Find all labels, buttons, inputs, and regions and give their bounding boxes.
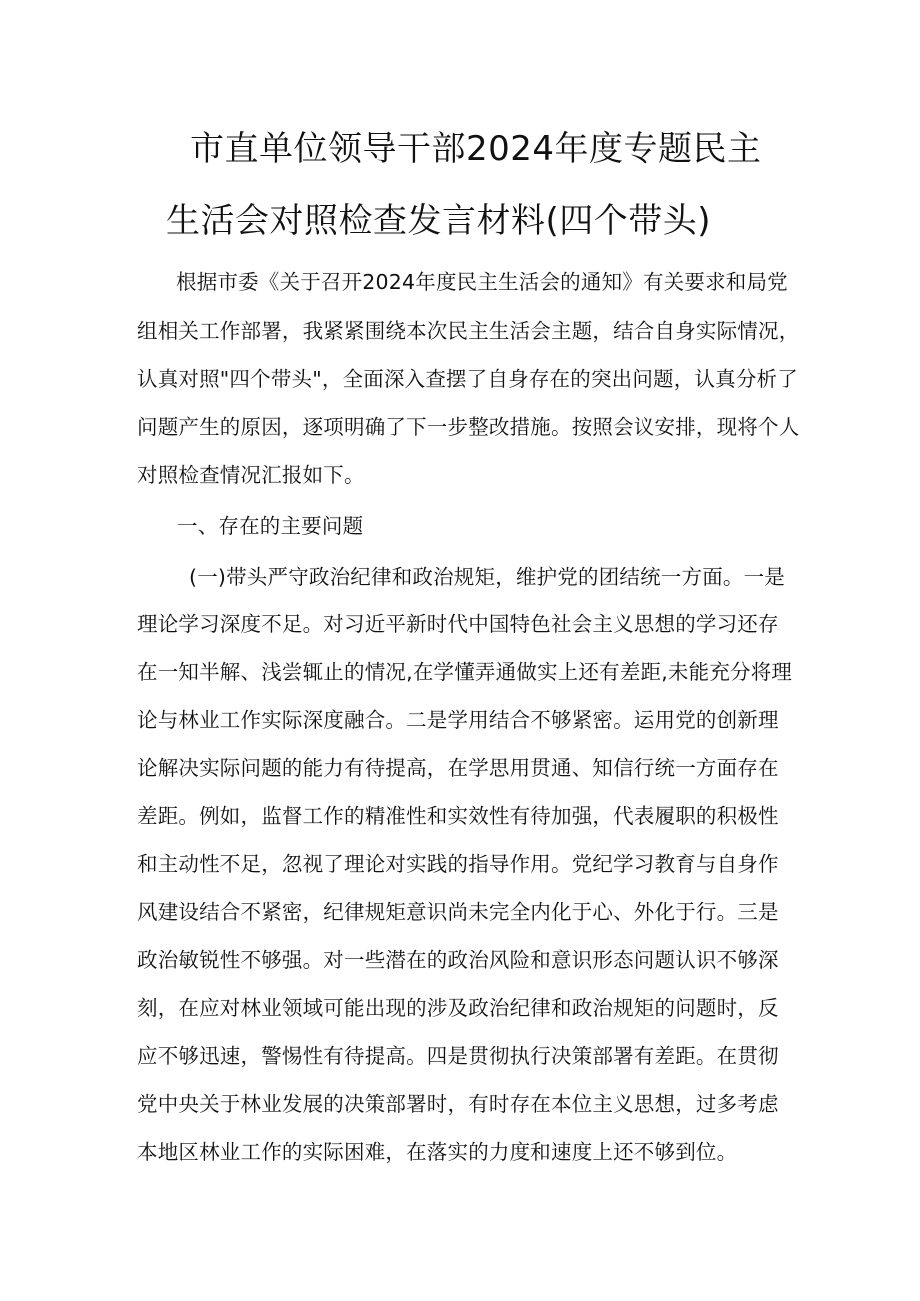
section-paragraph-line: (一)带头严守政治纪律和政治规矩，维护党的团结统一方面。一是: [189, 565, 785, 589]
section-paragraph-line: 论解决实际问题的能力有待提高，在学思用贯通、知信行统一方面存在: [137, 756, 779, 780]
section-paragraph-line: 党中央关于林业发展的决策部署时，有时存在本位主义思想，过多考虑: [137, 1092, 779, 1116]
section-paragraph-line: 刻，在应对林业领域可能出现的涉及政治纪律和政治规矩的问题时，反: [137, 996, 779, 1020]
section-paragraph-line: 应不够迅速，警惕性有待提高。四是贯彻执行决策部署有差距。在贯彻: [137, 1044, 779, 1068]
document-title-line-1: 市直单位领导干部2024年度专题民主: [190, 129, 762, 169]
intro-paragraph-line: 对照检查情况汇报如下。: [137, 463, 365, 487]
intro-paragraph-line: 问题产生的原因，逐项明确了下一步整改措施。按照会议安排，现将个人: [137, 415, 800, 439]
section-paragraph-line: 论与林业工作实际深度融合。二是学用结合不够紧密。运用党的创新理: [137, 708, 779, 732]
intro-paragraph-line: 组相关工作部署，我紧紧围绕本次民主生活会主题，结合自身实际情况，: [137, 319, 800, 343]
intro-paragraph-line: 根据市委《关于召开2024年度民主生活会的通知》有关要求和局党: [176, 270, 788, 294]
section-paragraph-line: 差距。例如，监督工作的精准性和实效性有待加强，代表履职的积极性: [137, 804, 779, 828]
section-heading: 一、存在的主要问题: [177, 514, 364, 538]
section-paragraph-line: 理论学习深度不足。对习近平新时代中国特色社会主义思想的学习还存: [137, 612, 779, 636]
section-paragraph-line: 政治敏锐性不够强。对一些潜在的政治风险和意识形态问题认识不够深: [137, 948, 779, 972]
section-paragraph-line: 和主动性不足，忽视了理论对实践的指导作用。党纪学习教育与自身作: [137, 852, 779, 876]
intro-paragraph-line: 认真对照"四个带头"，全面深入查摆了自身存在的突出问题，认真分析了: [137, 367, 798, 391]
section-paragraph-line: 在一知半解、浅尝辄止的情况,在学懂弄通做实上还有差距,未能充分将理: [137, 660, 793, 684]
section-paragraph-line: 本地区林业工作的实际困难，在落实的力度和速度上还不够到位。: [137, 1140, 738, 1164]
document-title-line-2: 生活会对照检查发言材料(四个带头): [166, 201, 712, 241]
section-paragraph-line: 风建设结合不紧密，纪律规矩意识尚未完全内化于心、外化于行。三是: [137, 900, 779, 924]
